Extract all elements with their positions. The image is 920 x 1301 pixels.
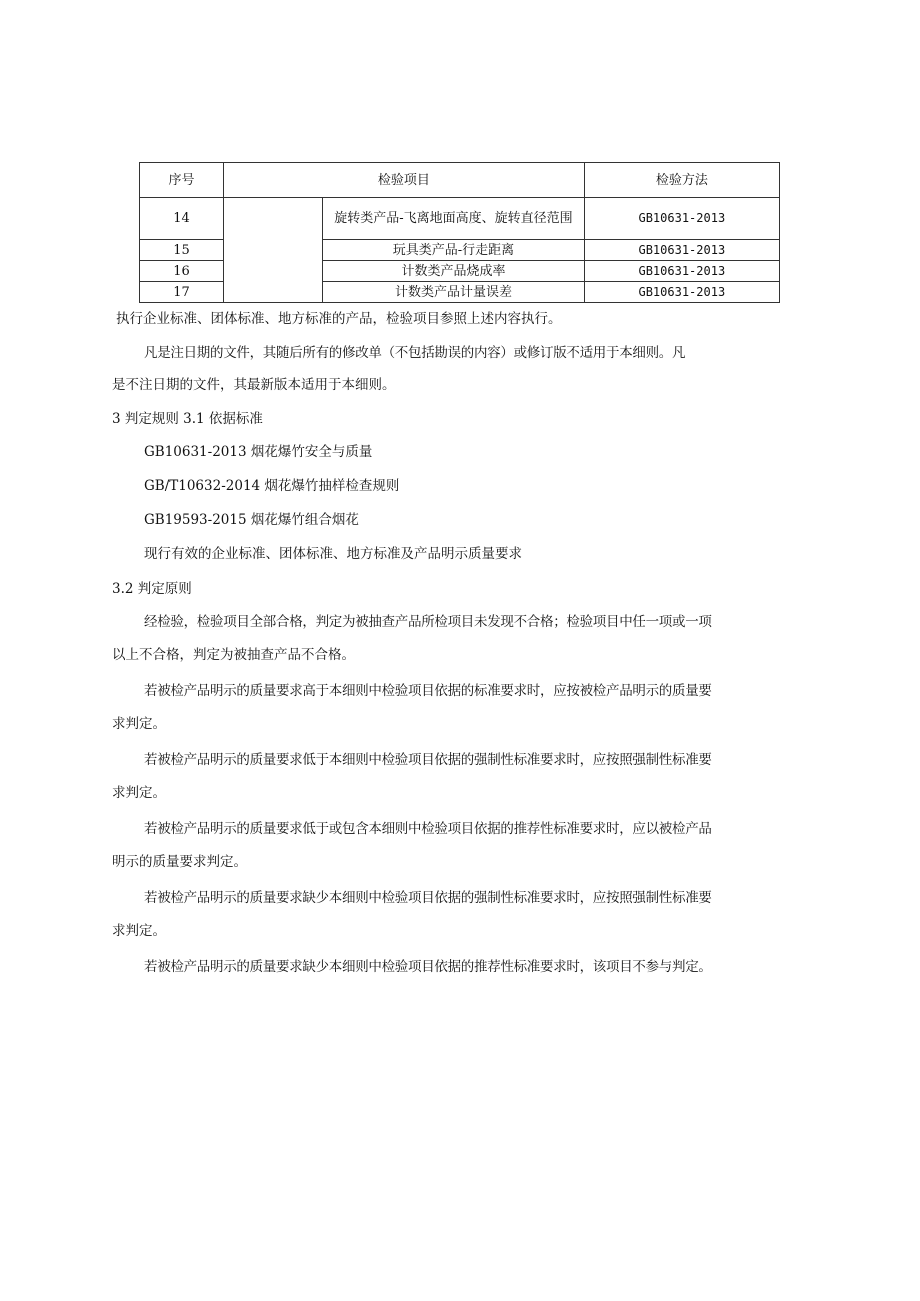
section-3-2-heading: 3.2 判定原则 — [112, 581, 192, 597]
dated-reference-line1: 凡是注日期的文件，其随后所有的修改单（不包括勘误的内容）或修订版不适用于本细则。凡 — [144, 345, 686, 361]
cell-item: 玩具类产品-行走距离 — [323, 240, 584, 261]
cell-method: GB10631-2013 — [584, 282, 779, 303]
standard-item: GB10631-2013 烟花爆竹安全与质量 — [144, 444, 373, 460]
section-3-heading: 3 判定规则 3.1 依据标准 — [112, 411, 263, 427]
principle-3-line1: 若被检产品明示的质量要求低于本细则中检验项目依据的强制性标准要求时，应按照强制性标准要 — [144, 752, 712, 768]
principle-4-line2: 明示的质量要求判定。 — [112, 854, 247, 870]
principle-1-line1: 经检验，检验项目全部合格，判定为被抽查产品所检项目未发现不合格；检验项目中任一项或一项 — [144, 614, 712, 630]
principle-3-line2: 求判定。 — [112, 785, 166, 801]
standard-item: 现行有效的企业标准、团体标准、地方标准及产品明示质量要求 — [144, 546, 522, 562]
principle-6: 若被检产品明示的质量要求缺少本细则中检验项目依据的推荐性标准要求时，该项目不参与判定。 — [144, 959, 712, 975]
note-after-table: 执行企业标准、团体标准、地方标准的产品，检验项目参照上述内容执行。 — [116, 311, 562, 327]
cell-seq: 15 — [140, 240, 224, 261]
principle-2-line2: 求判定。 — [112, 716, 166, 732]
cell-item: 旋转类产品-飞离地面高度、旋转直径范围 — [323, 198, 584, 240]
cell-item: 计数类产品烧成率 — [323, 261, 584, 282]
standard-item: GB/T10632-2014 烟花爆竹抽样检查规则 — [144, 478, 400, 494]
principle-1-line2: 以上不合格，判定为被抽查产品不合格。 — [112, 647, 355, 663]
cell-item: 计数类产品计量误差 — [323, 282, 584, 303]
standard-item: GB19593-2015 烟花爆竹组合烟花 — [144, 512, 359, 528]
cell-method: GB10631-2013 — [584, 261, 779, 282]
header-method: 检验方法 — [584, 163, 779, 198]
cell-method: GB10631-2013 — [584, 198, 779, 240]
table-row — [140, 198, 780, 240]
principle-4-line1: 若被检产品明示的质量要求低于或包含本细则中检验项目依据的推荐性标准要求时，应以被检产品 — [144, 821, 712, 837]
principle-5-line1: 若被检产品明示的质量要求缺少本细则中检验项目依据的强制性标准要求时，应按照强制性标准要 — [144, 890, 712, 906]
cell-seq: 14 — [140, 198, 224, 240]
dated-reference-line2: 是不注日期的文件，其最新版本适用于本细则。 — [112, 377, 396, 393]
cell-category-merged — [224, 198, 323, 303]
header-seq: 序号 — [140, 163, 224, 198]
inspection-items-table — [139, 162, 780, 303]
cell-seq: 17 — [140, 282, 224, 303]
principle-2-line1: 若被检产品明示的质量要求高于本细则中检验项目依据的标准要求时，应按被检产品明示的质量要 — [144, 683, 712, 699]
cell-method: GB10631-2013 — [584, 240, 779, 261]
principle-5-line2: 求判定。 — [112, 923, 166, 939]
cell-seq: 16 — [140, 261, 224, 282]
header-item: 检验项目 — [224, 163, 585, 198]
table-header-row — [140, 163, 780, 198]
